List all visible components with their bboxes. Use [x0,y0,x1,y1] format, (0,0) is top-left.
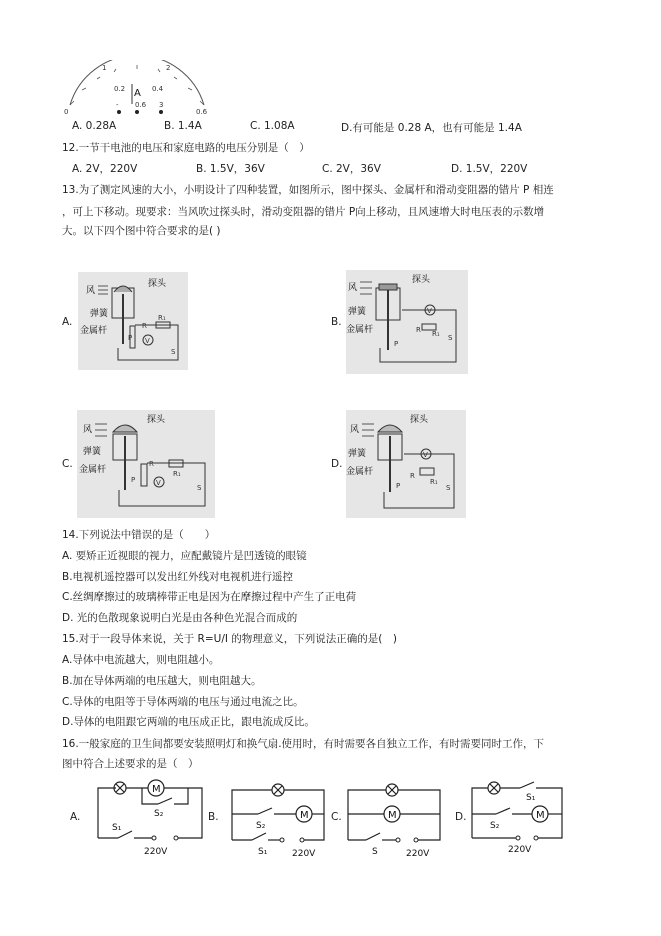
svg-text:金属杆: 金属杆 [346,467,374,477]
meter-terminal-minus: - [116,101,119,109]
svg-text:P: P [394,340,399,348]
svg-text:弹簧: 弹簧 [83,447,102,457]
svg-text:探头: 探头 [148,279,167,289]
svg-text:S: S [448,334,453,342]
q12-option-b: B. 1.5V，36V [196,163,265,175]
svg-text:金属杆: 金属杆 [80,326,108,336]
svg-text:R: R [142,322,147,330]
svg-text:风: 风 [86,286,96,296]
svg-text:R₁: R₁ [430,478,438,486]
q12-option-a: A. 2V，220V [72,163,138,175]
q11-option-a: A. 0.28A [72,120,117,132]
svg-text:220V: 220V [144,847,168,857]
q16-stem-line1: 16.一般家庭的卫生间都要安装照明灯和换气扇.使用时，有时需要各自独立工作，有时需要同时工作，下 [62,738,545,750]
q15-stem: 15.对于一段导体来说，关于 R=U/I 的物理意义，下列说法正确的是( ) [62,633,397,645]
svg-text:220V: 220V [406,849,430,859]
q15-option-a: A.导体中电流越大，则电阻越小。 [62,654,220,666]
meter-terminal-3: 3 [159,101,164,109]
meter-terminal-0.6: 0.6 [135,101,147,109]
svg-text:S₂: S₂ [256,821,266,831]
svg-text:风: 风 [350,425,360,435]
q13-figure-b [346,270,468,374]
svg-text:S: S [171,348,176,356]
svg-text:S₁: S₁ [258,847,268,857]
svg-text:P: P [396,482,401,490]
svg-text:探头: 探头 [412,275,431,285]
svg-text:S₂: S₂ [490,821,500,831]
q15-option-c: C.导体的电阻等于导体两端的电压与通过电流之比。 [62,696,304,708]
meter-tick-2: 2 [166,64,171,72]
q14-option-b: B.电视机遥控器可以发出红外线对电视机进行遥控 [62,571,294,583]
svg-text:P: P [131,476,136,484]
q13-figure-a [78,272,188,370]
q16-option-b-label: B. [208,811,219,823]
svg-text:R: R [410,472,415,480]
svg-text:M: M [152,784,161,795]
svg-text:金属杆: 金属杆 [346,325,374,335]
meter-end-0: 0 [64,108,69,116]
svg-text:R: R [416,326,421,334]
q13-figure-c [77,410,215,518]
svg-text:R₁: R₁ [158,314,166,322]
svg-text:R: R [149,460,154,468]
svg-text:220V: 220V [292,849,316,859]
svg-text:R₁: R₁ [432,330,440,338]
meter-tick-0.4: 0.4 [152,85,164,93]
q16-circuit-d [468,778,568,858]
ammeter-figure [62,60,212,118]
q14-option-c: C.丝绸摩擦过的玻璃棒带正电是因为在摩擦过程中产生了正电荷 [62,591,357,603]
svg-text:M: M [300,810,309,821]
svg-text:P: P [128,334,133,342]
q14-option-a: A. 要矫正近视眼的视力，应配戴镜片是凹透镜的眼镜 [62,550,307,562]
q16-stem-line2: 图中符合上述要求的是（ ） [62,758,199,770]
svg-text:S: S [372,847,378,857]
svg-text:探头: 探头 [410,415,429,425]
q12-stem: 12.一节干电池的电压和家庭电路的电压分别是（ ） [62,142,310,154]
svg-text:S₁: S₁ [526,793,536,803]
q12-option-d: D. 1.5V，220V [451,163,528,175]
svg-text:220V: 220V [508,845,532,855]
q16-circuit-c [344,780,444,860]
svg-text:V: V [145,337,150,345]
q13-option-b-label: B. [331,316,342,328]
q13-option-d-label: D. [331,458,343,470]
q13-stem-line1: 13.为了测定风速的大小，小明设计了四种装置，如图所示，图中探头、金属杆和滑动变阻器的错片 P 相连 [62,184,554,196]
svg-text:M: M [388,810,397,821]
meter-unit: A [134,88,141,99]
q13-figure-d [346,410,466,518]
svg-text:探头: 探头 [147,415,166,425]
q14-stem: 14.下列说法中错误的是（ ） [62,529,216,541]
q14-option-d: D. 光的色散现象说明白光是由各种色光混合而成的 [62,612,298,624]
svg-text:V: V [423,451,428,459]
svg-text:M: M [536,810,545,821]
q16-option-c-label: C. [331,811,342,823]
q15-option-b: B.加在导体两端的电压越大，则电阻越大。 [62,675,262,687]
q13-option-c-label: C. [62,458,73,470]
q16-option-d-label: D. [455,811,467,823]
svg-text:风: 风 [348,283,358,293]
q15-option-d: D.导体的电阻跟它两端的电压成正比，跟电流成反比。 [62,716,315,728]
q12-option-c: C. 2V，36V [322,163,381,175]
svg-text:R₁: R₁ [173,470,181,478]
q13-stem-line2: ，可上下移动。现要求：当风吹过探头时，滑动变阻器的错片 P向上移动，且风速增大时电压表的示数增 [62,206,545,218]
svg-text:金属杆: 金属杆 [79,465,107,475]
svg-text:S: S [197,484,202,492]
svg-text:弹簧: 弹簧 [348,449,367,459]
svg-text:V: V [427,307,432,315]
q16-circuit-a [92,778,210,858]
q16-option-a-label: A. [70,811,81,823]
q11-option-b: B. 1.4A [164,120,202,132]
meter-tick-0.2: 0.2 [114,85,126,93]
svg-text:弹簧: 弹簧 [90,309,109,319]
q13-stem-line3: 大。以下四个图中符合要求的是( ) [62,225,221,237]
svg-text:S₁: S₁ [112,823,122,833]
q16-circuit-b [228,780,328,860]
svg-text:S₂: S₂ [154,809,164,819]
q11-option-c: C. 1.08A [250,120,295,132]
meter-tick-1: 1 [102,64,107,72]
svg-text:S: S [446,484,451,492]
svg-text:V: V [156,479,161,487]
svg-text:风: 风 [83,425,93,435]
svg-text:弹簧: 弹簧 [348,307,367,317]
meter-end-0.6: 0.6 [196,108,208,116]
q13-option-a-label: A. [62,316,73,328]
q11-option-d: D.有可能是 0.28 A，也有可能是 1.4A [341,122,522,134]
